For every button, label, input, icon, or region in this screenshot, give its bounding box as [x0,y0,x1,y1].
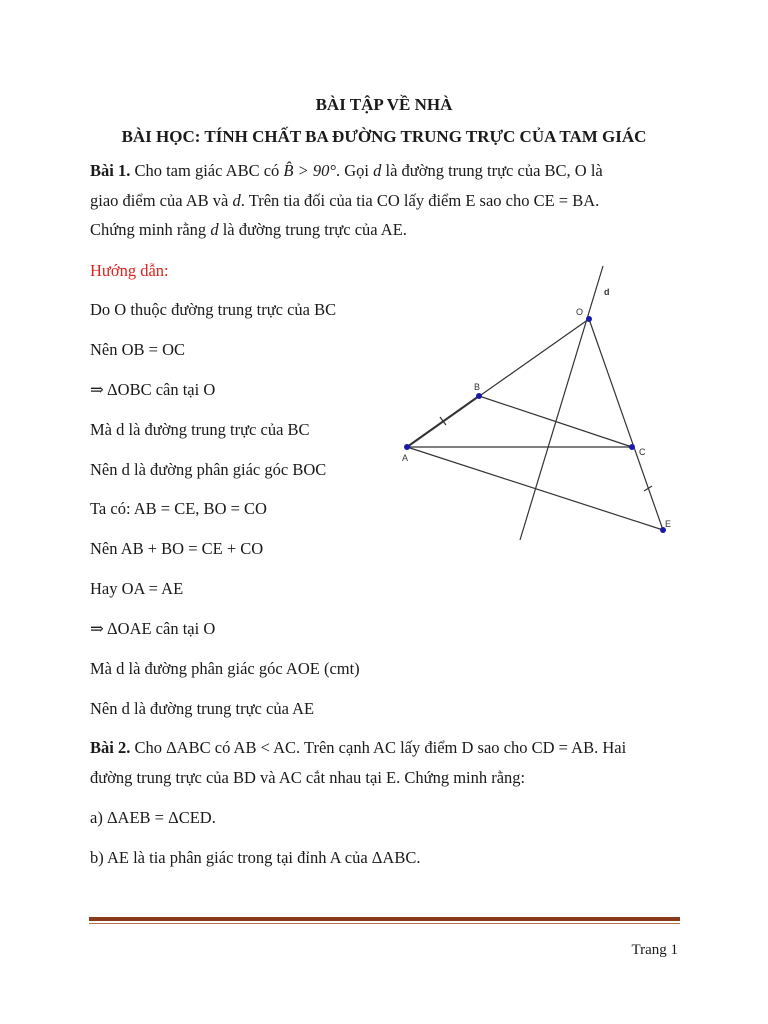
point-a [404,444,410,450]
exercise1-line1: Bài 1. Cho tam giác ABC có B̂ > 90°. Gọi d là đường trung trực của BC, O là [90,161,603,180]
segment-oe [589,319,663,530]
guide-heading: Hướng dẫn: [90,261,169,280]
geometry-figure [395,262,685,547]
angle-b: B̂ [283,161,294,180]
guide-step: ⇒ ΔOBC cân tại O [90,380,216,399]
label-e: E [665,519,672,529]
exercise1-label: Bài 1. [90,161,131,180]
exercise2-line1: Bài 2. Cho ΔABC có AB < AC. Trên cạnh AC lấy điểm D sao cho CD = AB. Hai [90,738,627,757]
guide-step: Nên OB = OC [90,340,186,359]
label-o: O [576,307,584,317]
exercise2-line2: đường trung trực của BD và AC cắt nhau tại E. Chứng minh rằng: [90,768,526,787]
figure-lines [407,266,663,540]
footer-rule [89,917,680,924]
guide-step: Hay OA = AE [90,579,184,598]
exercise1-line2: giao điểm của AB và d. Trên tia đối của tia CO lấy điểm E sao cho CE = BA. [90,191,600,210]
segment-bc [479,396,632,447]
point-c [629,444,635,450]
page-title: BÀI TẬP VỀ NHÀ [315,95,453,114]
lesson-title: BÀI HỌC: TÍNH CHẤT BA ĐƯỜNG TRUNG TRỰC CỦA TAM GIÁC [121,127,647,146]
guide-step: Nên d là đường phân giác góc BOC [90,460,327,479]
exercise2-part-b: b) AE là tia phân giác trong tại đỉnh A của ΔABC. [90,848,421,867]
figure-points [404,316,666,533]
page-number: Trang 1 [631,942,678,958]
guide-step: Mà d là đường phân giác góc AOE (cmt) [90,659,360,678]
label-c: C [639,447,646,457]
guide-step: Nên AB + BO = CE + CO [90,539,264,558]
point-o [586,316,592,322]
segment-ae [407,447,663,530]
label-b: B [474,382,481,392]
guide-step: ⇒ ΔOAE cân tại O [90,619,216,638]
line-d [520,266,603,540]
guide-step: Nên d là đường trung trực của AE [90,699,315,718]
point-b [476,393,482,399]
figure-labels [402,287,671,529]
guide-step: Mà d là đường trung trực của BC [90,420,310,439]
guide-step: Do O thuộc đường trung trực của BC [90,300,337,319]
label-a: A [402,453,409,463]
exercise2-part-a: a) ΔAEB = ΔCED. [90,808,216,827]
exercise1-line3: Chứng minh rằng d là đường trung trực của AE. [90,220,407,239]
exercise2-label: Bài 2. [90,738,131,757]
label-d: d [604,287,610,297]
guide-step: Ta có: AB = CE, BO = CO [90,499,267,518]
